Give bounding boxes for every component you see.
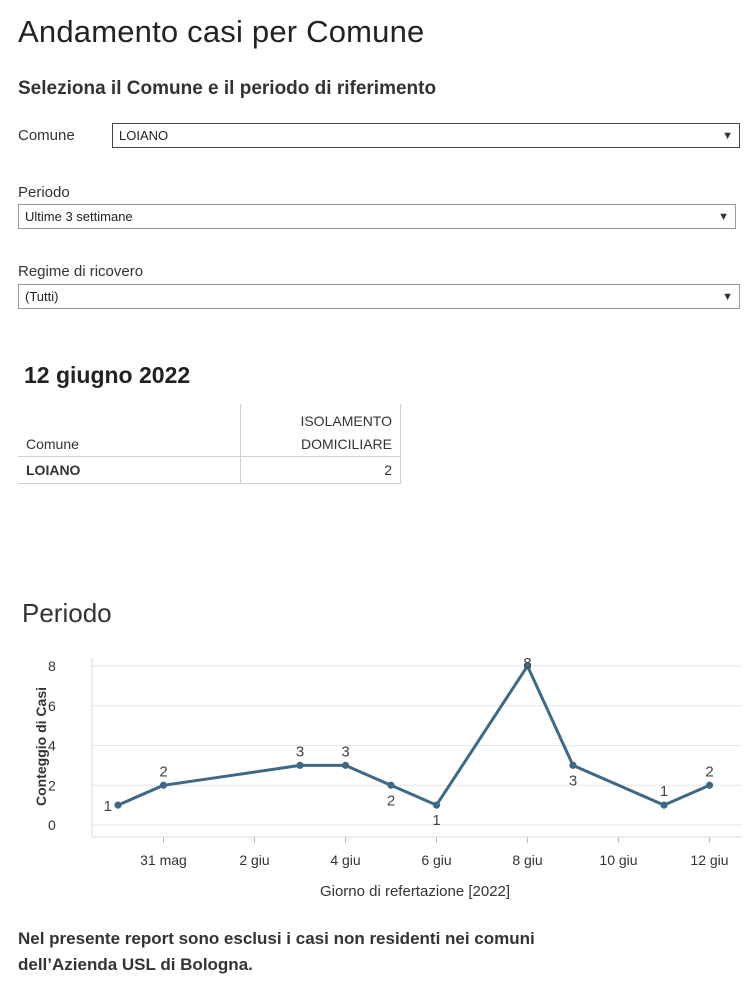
data-label: 2 [386,792,396,810]
data-point [706,782,713,789]
comune-select-value: LOIANO [119,128,169,143]
series-line [118,666,710,805]
data-point [569,762,576,769]
y-tick-label: 8 [48,658,56,674]
y-tick-label: 6 [48,697,56,714]
chevron-down-icon: ▼ [722,291,733,303]
regime-select-value: (Tutti) [25,289,59,304]
table-header-domiciliare: DOMICILIARE [300,436,392,452]
table-cell-comune: LOIANO [26,462,81,478]
comune-label: Comune [18,127,75,144]
data-point [296,762,303,769]
x-tick-label: 10 giu [599,852,638,868]
chart-title: Periodo [22,598,112,628]
periodo-select[interactable] [18,204,736,229]
data-label: 1 [103,798,112,816]
table-bottom-border [18,483,401,484]
chevron-down-icon: ▼ [722,130,733,142]
data-label: 2 [159,763,168,781]
x-tick-label: 12 giu [690,852,729,868]
data-point [342,762,349,769]
data-point [160,782,167,789]
table-cell-value: 2 [384,462,392,478]
summary-date: 12 giugno 2022 [24,362,191,388]
x-tick-label: 6 giu [421,852,452,868]
data-label: 1 [432,812,441,830]
table-right-border [400,404,401,484]
periodo-label: Periodo [18,184,70,201]
comune-select[interactable] [112,123,740,148]
data-label: 3 [568,772,578,790]
table-header-comune: Comune [26,436,79,452]
x-tick-label: 4 giu [330,852,361,868]
x-tick-label: 31 mag [140,852,187,868]
y-tick-label: 2 [48,777,56,794]
y-tick-label: 0 [48,817,56,833]
data-label: 8 [523,655,532,672]
data-label: 1 [659,783,669,801]
regime-label: Regime di ricovero [18,263,144,280]
chevron-down-icon: ▼ [718,211,729,223]
data-point [660,802,667,809]
section-title: Seleziona il Comune e il periodo di riferimento [18,78,437,99]
data-label: 3 [341,743,350,761]
x-tick-label: 8 giu [512,852,543,868]
data-label: 2 [705,763,714,781]
y-tick-label: 4 [48,737,56,754]
data-point [114,802,121,809]
page-title: Andamento casi per Comune [18,14,425,49]
table-column-divider [240,404,241,484]
data-point [433,802,440,809]
y-axis-title: Conteggio di Casi [33,687,49,806]
table-header-divider [18,456,401,457]
footnote: Nel presente report sono esclusi i casi non residenti nei comuni dell’Azienda USL di Bologna. [18,929,535,974]
table-header-isolamento: ISOLAMENTO [300,413,392,429]
regime-select[interactable] [18,284,740,309]
x-tick-label: 2 giu [239,852,270,868]
line-chart [0,640,750,910]
periodo-select-value: Ultime 3 settimane [25,209,133,224]
x-axis-title: Giorno di refertazione [2022] [319,883,511,900]
data-label: 3 [295,743,305,761]
data-point [387,782,394,789]
